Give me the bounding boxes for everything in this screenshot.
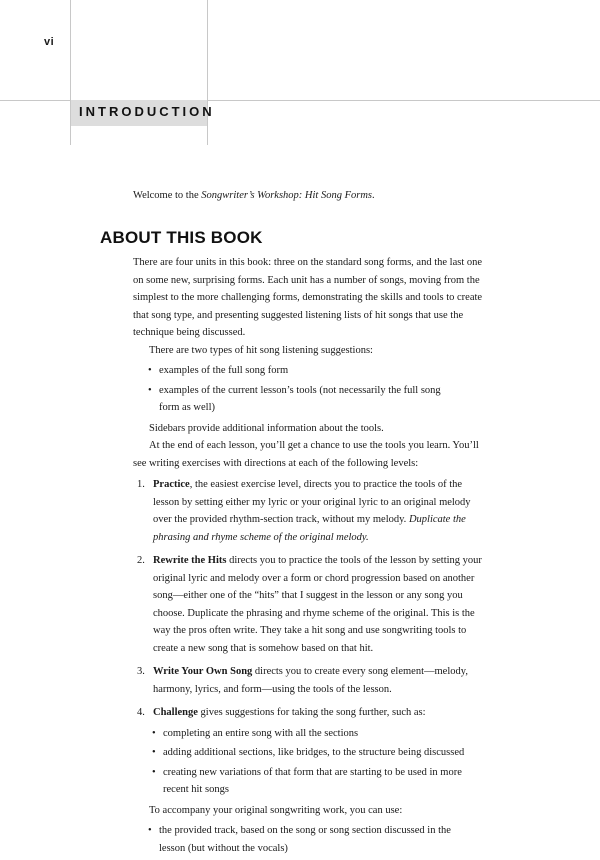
listening-list	[133, 362, 489, 417]
crop-rule-vertical-right	[207, 0, 208, 145]
page-number: vi	[44, 36, 55, 48]
paragraph-listening: There are two types of hit song listening suggestions:	[149, 344, 373, 356]
list-item: • completing an entire song with all the sections	[163, 725, 489, 743]
level-item: 1. Practice, the easiest exercise level, directs you to practice the tools of the lesson by setting either my lyric or your original lyric to an original melody over the provided rhythm-section track, without my melody. Duplicate the phrasing and rhyme scheme of the original melody.	[137, 479, 471, 543]
welcome-line: Welcome to the Songwriter’s Workshop: Hit Song Forms.	[133, 190, 375, 201]
chapter-title: INTRODUCTION	[79, 104, 215, 119]
list-item: • examples of the full song form	[159, 362, 489, 380]
section-heading: ABOUT THIS BOOK	[100, 228, 263, 247]
list-item: • creating new variations of that form that are starting to be used in more recent hit songs	[163, 764, 489, 799]
level-item: 3. Write Your Own Song directs you to create every song element—melody, harmony, lyrics, and form—using the tools of the lesson.	[137, 666, 468, 695]
paragraph-units: There are four units in this book: three on the standard song forms, and the last one on some new, surprising forms. Each unit has a number of songs, moving from the simplest to the more challenging forms, demonstrating the skills and tools to create that song type, and presenting suggested listening lists of hit songs that use the technique being discussed.	[133, 257, 483, 338]
section-body	[133, 254, 489, 860]
paragraph-lessons: At the end of each lesson, you’ll get a chance to use the tools you learn. You’ll see writing exercises with directions at each of the following levels:	[133, 440, 479, 469]
paragraph-accompany: To accompany your original songwriting work, you can use:	[149, 804, 403, 816]
paragraph-sidebars: Sidebars provide additional information about the tools.	[149, 422, 384, 434]
list-item: • adding additional sections, like bridges, to the structure being discussed	[163, 744, 489, 762]
levels-list	[133, 476, 489, 799]
challenge-list	[153, 725, 489, 799]
list-item: • the provided track, based on the song or song section discussed in the lesson (but without the vocals)	[159, 822, 489, 857]
accompany-list	[133, 822, 489, 857]
list-item: • examples of the current lesson’s tools (not necessarily the full song form as well)	[159, 382, 489, 417]
level-item: 2. Rewrite the Hits directs you to practice the tools of the lesson by setting your original lyric and melody over a form or chord progression based on another song—either one of the “hits” that I suggest in the lesson or any song you choose. Duplicate the phrasing and rhyme scheme of the original. This is the way the pros often write. They take a hit song and use songwriting tools to create a new song that is somehow based on that hit.	[137, 555, 482, 654]
level-item: 4. Challenge gives suggestions for taking the song further, such as: • completing an entire song with all the sections • adding additional sections, like bridges, to the structure being discussed • creating new variations of that form that are starting to be used in more recent hit songs	[153, 704, 489, 799]
